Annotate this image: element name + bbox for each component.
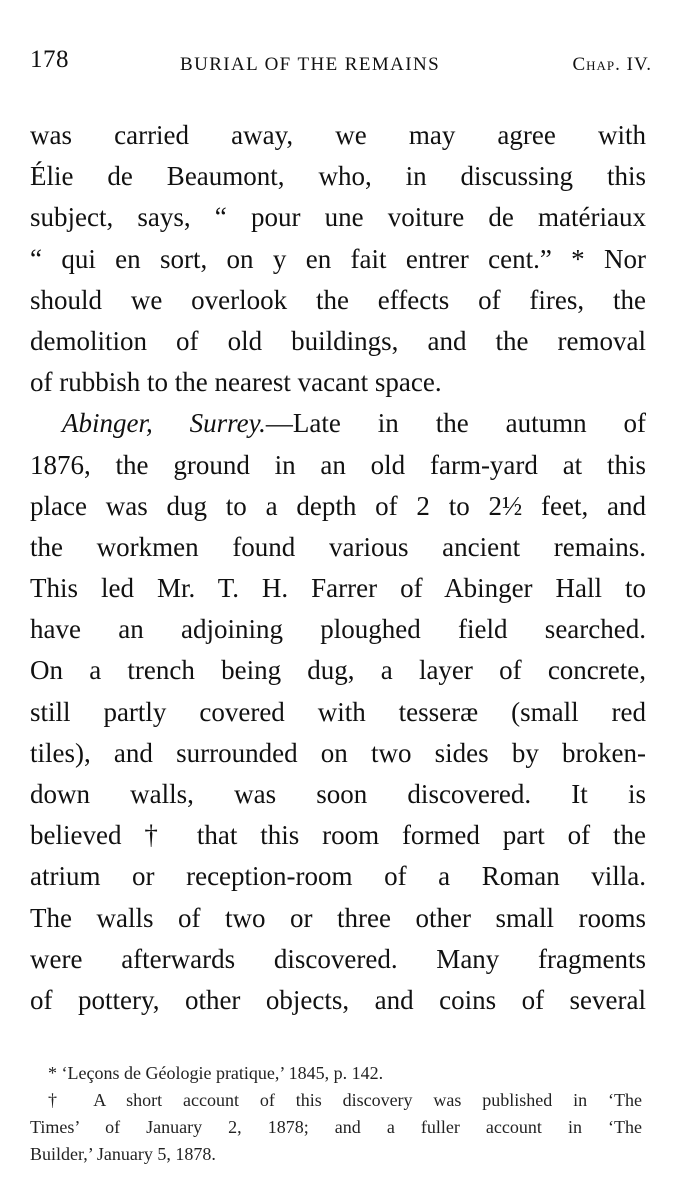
text-line: tiles), and surrounded on two sides by broken-	[30, 737, 646, 768]
footnote-dagger-continued: Times’ of January 2, 1878; and a fuller account in ‘The	[30, 1117, 642, 1137]
text-line: still partly covered with tesseræ (small red	[30, 696, 646, 727]
text-line: of pottery, other objects, and coins of several	[30, 984, 646, 1015]
text-line: “ qui en sort, on y en fait entrer cent.” * Nor	[30, 243, 646, 274]
body-text	[30, 115, 646, 1021]
text-line: was carried away, we may agree with	[30, 120, 646, 150]
running-head: BURIAL OF THE REMAINS	[180, 54, 441, 75]
text-line: This led Mr. T. H. Farrer of Abinger Hall to	[30, 573, 646, 604]
text-line: believed † that this room formed part of the	[30, 820, 646, 851]
text-line: the workmen found various ancient remains.	[30, 531, 646, 562]
text-line: place was dug to a depth of 2 to 2½ feet, and	[30, 490, 646, 521]
text-line: down walls, was soon discovered. It is	[30, 779, 646, 809]
footnote-dagger: † A short account of this discovery was published in ‘The	[48, 1090, 642, 1110]
text-line: Élie de Beaumont, who, in discussing this	[30, 161, 646, 192]
place-name-italic: Abinger, Surrey.	[62, 408, 266, 439]
text-line: should we overlook the effects of fires, the	[30, 284, 646, 315]
chapter-reference: Chap. IV.	[572, 54, 652, 75]
text-line: demolition of old buildings, and the removal	[30, 325, 646, 356]
text-line-rest: —Late in the autumn of	[265, 408, 646, 439]
text-line: of rubbish to the nearest vacant space.	[30, 367, 442, 398]
text-line: subject, says, “ pour une voiture de matériaux	[30, 202, 646, 233]
page-header	[30, 46, 652, 86]
text-line-paragraph-start	[30, 403, 646, 444]
page-number: 178	[30, 46, 69, 73]
text-line: 1876, the ground in an old farm-yard at this	[30, 449, 646, 480]
text-line: The walls of two or three other small rooms	[30, 902, 646, 933]
text-line: have an adjoining ploughed field searched.	[30, 614, 646, 645]
text-line: atrium or reception-room of a Roman villa.	[30, 861, 646, 892]
footnote-asterisk: * ‘Leçons de Géologie pratique,’ 1845, p. 142.	[48, 1063, 384, 1083]
footnote-dagger-continued: Builder,’ January 5, 1878.	[30, 1144, 216, 1164]
text-line: On a trench being dug, a layer of concrete,	[30, 655, 646, 686]
footnotes	[30, 1060, 642, 1168]
text-line: were afterwards discovered. Many fragments	[30, 943, 646, 974]
